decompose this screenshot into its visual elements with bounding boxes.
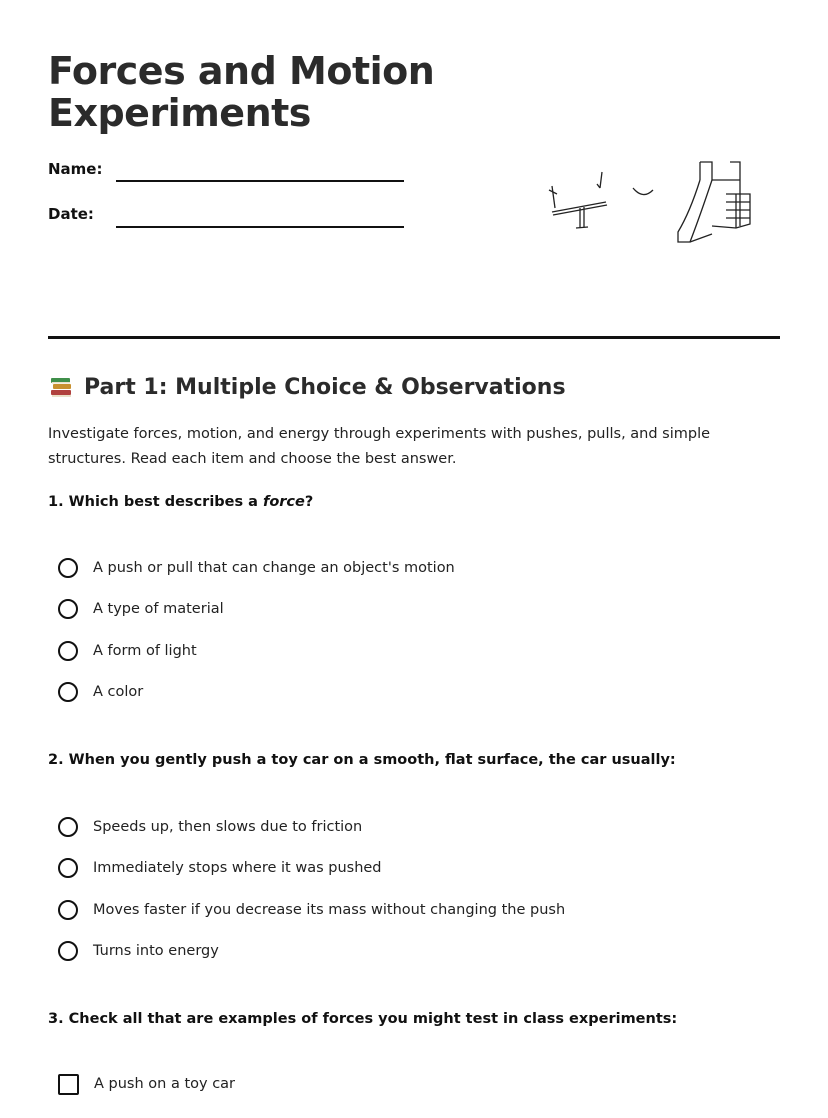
- date-label: Date:: [48, 205, 94, 223]
- section-intro: Investigate forces, motion, and energy through experiments with pushes, pulls, and simple structures. Read each item and choose the best answer.: [48, 426, 711, 467]
- date-field[interactable]: [116, 226, 404, 228]
- question-1-prefix: 1. Which best describes a: [48, 494, 264, 510]
- question-3: 3. Check all that are examples of forces you might test in class experiments:: [48, 1011, 678, 1027]
- option-label: Moves faster if you decrease its mass without changing the push: [93, 902, 566, 918]
- radio-button[interactable]: [58, 900, 78, 920]
- q3-option-1[interactable]: [58, 1072, 235, 1096]
- radio-button[interactable]: [58, 817, 78, 837]
- question-1-emphasis: force: [263, 494, 305, 510]
- radio-button[interactable]: [58, 682, 78, 702]
- section-title: [48, 374, 566, 400]
- option-label: A form of light: [93, 643, 197, 659]
- question-1-suffix: ?: [304, 494, 314, 510]
- page-title: [48, 50, 468, 134]
- seesaw-icon: [549, 172, 607, 228]
- q2-option-1[interactable]: [58, 815, 362, 839]
- books-icon: [48, 374, 74, 400]
- slide-icon: [678, 162, 750, 242]
- title-line-1: Forces and Motion: [48, 49, 435, 93]
- radio-button[interactable]: [58, 941, 78, 961]
- question-2: 2. When you gently push a toy car on a smooth, flat surface, the car usually:: [48, 752, 676, 768]
- section-divider: [48, 336, 780, 339]
- option-label: A type of material: [93, 601, 224, 617]
- q1-option-4[interactable]: [58, 680, 143, 704]
- name-field[interactable]: [116, 180, 404, 182]
- q2-option-3[interactable]: [58, 898, 565, 922]
- section-title-text: Part 1: Multiple Choice & Observations: [84, 374, 566, 400]
- radio-button[interactable]: [58, 599, 78, 619]
- q1-option-3[interactable]: [58, 639, 197, 663]
- playground-illustration: [540, 150, 770, 250]
- name-label: Name:: [48, 160, 103, 178]
- question-1: [48, 494, 313, 510]
- option-label: Turns into energy: [93, 943, 219, 959]
- q2-option-2[interactable]: [58, 856, 382, 880]
- radio-button[interactable]: [58, 858, 78, 878]
- option-label: A push on a toy car: [94, 1076, 236, 1092]
- q2-option-4[interactable]: [58, 939, 219, 963]
- title-line-2: Experiments: [48, 91, 311, 135]
- option-label: A color: [93, 684, 144, 700]
- radio-button[interactable]: [58, 558, 78, 578]
- q1-option-1[interactable]: [58, 556, 455, 580]
- checkbox[interactable]: [58, 1074, 79, 1095]
- radio-button[interactable]: [58, 641, 78, 661]
- option-label: Immediately stops where it was pushed: [93, 860, 382, 876]
- q1-option-2[interactable]: [58, 597, 224, 621]
- option-label: A push or pull that can change an object's motion: [93, 560, 455, 576]
- arc-arrow-icon: [633, 188, 653, 195]
- option-label: Speeds up, then slows due to friction: [93, 819, 363, 835]
